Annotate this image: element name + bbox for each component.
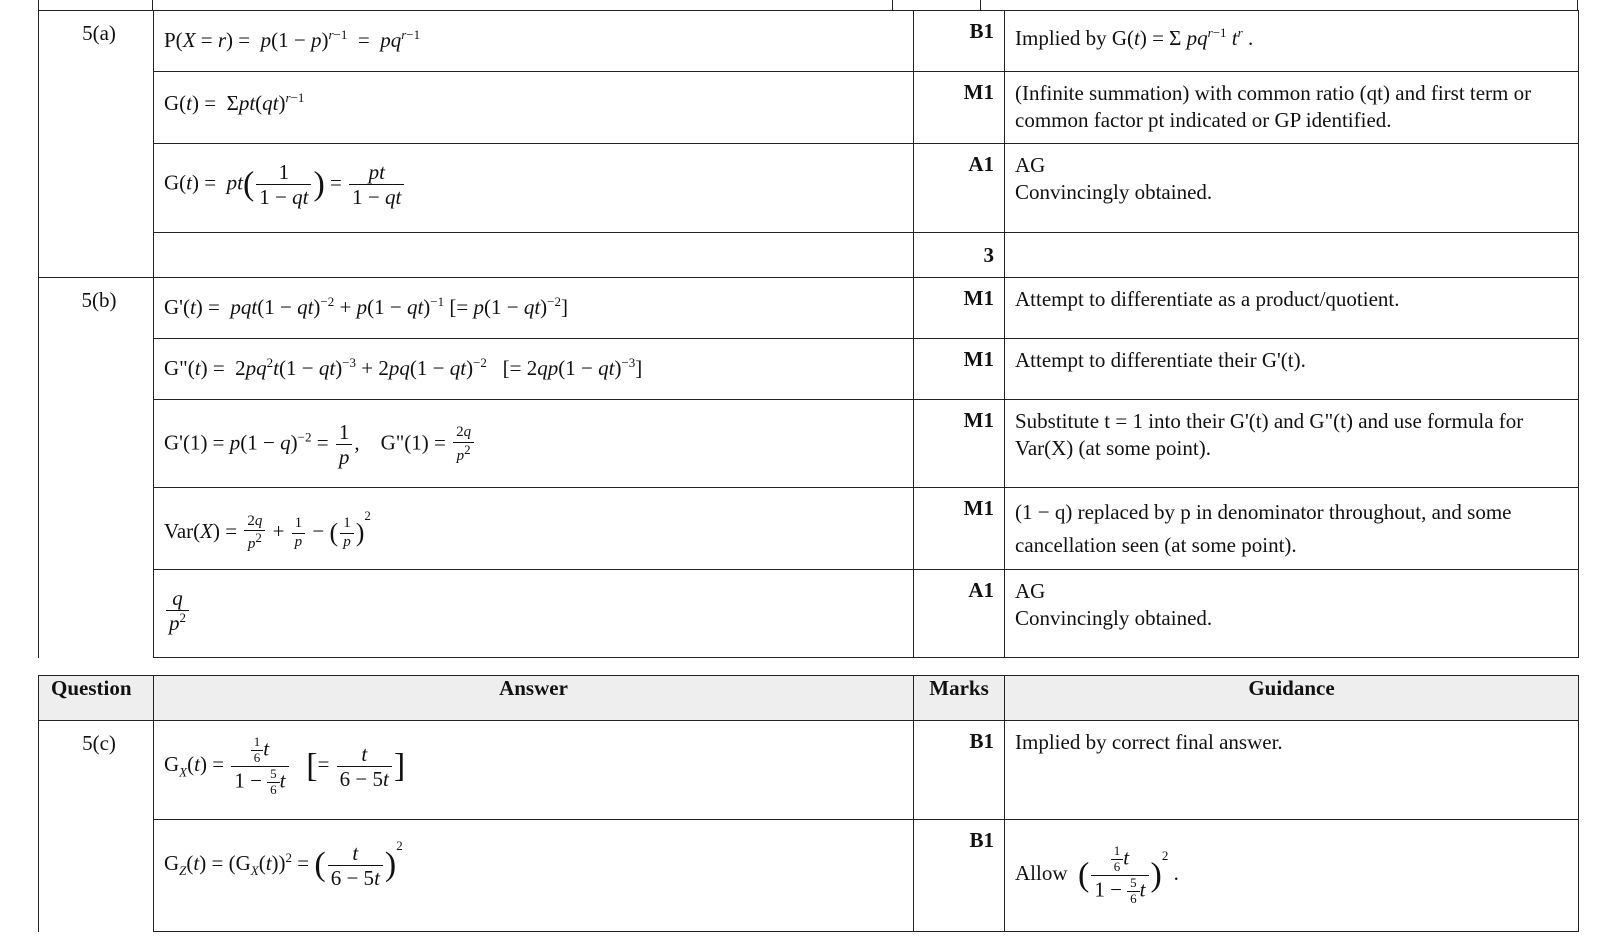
answer-cell: G'(t) = pqt(1 − qt)$^{-2}$ + p(1 − qt)$^{-1}$ [= p(1 − qt)$^{-2}$] — [154, 278, 914, 339]
mark-cell: B1 — [914, 820, 1005, 932]
answer-cell: $\frac{q}{p^2}$ — [154, 570, 914, 658]
mark-cell: M1 — [914, 278, 1005, 339]
guidance-cell: Implied by correct final answer. — [1005, 721, 1579, 820]
answer-cell: G"(t) = $2pq^2t(1 - qt)^{-3} + 2pq(1 - qt)^{-2}$ [= 2qp(1 − qt)$^{-3}$] — [154, 339, 914, 400]
guidance-cell — [1005, 233, 1579, 278]
guidance-cell: AG Convincingly obtained. — [1005, 570, 1579, 658]
guidance-cell: Substitute t = 1 into their G'(t) and G"(t) and use formula for Var(X) (at some point). — [1005, 400, 1579, 488]
answer-cell: $G'(1) = p(1 - q)^{-2}$ = $\frac{1}{p}$ , G"(1) = $\frac{2q}{p^2}$ — [154, 400, 914, 488]
question-cell: 5(a) — [39, 11, 154, 278]
table-row — [39, 278, 1579, 339]
guidance-cell: Attempt to differentiate their G'(t). — [1005, 339, 1579, 400]
answer-cell: $G_Z(t) = (G_X(t))^2$ = ( $\frac{t}{6 - 5t}$ )$^2$ — [154, 820, 914, 932]
table-row — [39, 233, 1579, 278]
guidance-cell: Allow ( $\frac{1}{6}$ t 1 − $\frac{5}{6}$ t )$^2$ . — [1005, 820, 1579, 932]
guidance-cell: Implied by G(t) = Σ $pq^{r-1}$ $t^r$ . — [1005, 11, 1579, 72]
guidance-cell: AG Convincingly obtained. — [1005, 144, 1579, 233]
table-row — [39, 820, 1579, 932]
question-cell: 5(b) — [39, 278, 154, 658]
table-row — [39, 721, 1579, 820]
mark-cell: M1 — [914, 72, 1005, 144]
total-mark-cell: 3 — [914, 233, 1005, 278]
guidance-cell: Attempt to differentiate as a product/quotient. — [1005, 278, 1579, 339]
mark-cell: M1 — [914, 488, 1005, 570]
header-marks: Marks — [914, 676, 1005, 721]
mark-cell: M1 — [914, 400, 1005, 488]
table-row — [39, 144, 1579, 233]
answer-cell: $G_X(t)$ = $\frac{1}{6}$ t 1 − $\frac{5}{6}$ t [= $\frac{t}{6 - 5t}$ ] — [154, 721, 914, 820]
header-guidance: Guidance — [1005, 676, 1579, 721]
mark-cell: M1 — [914, 339, 1005, 400]
answer-cell: $P(X = r) = p(1 - p)^{r-1} = pq^{r-1}$ — [154, 11, 914, 72]
table-row — [39, 400, 1579, 488]
mark-cell: B1 — [914, 11, 1005, 72]
answer-cell: Var(X) = $\frac{2q}{p^2}$ + $\frac{1}{p}$ − ( $\frac{1}{p}$ )$^2$ — [154, 488, 914, 570]
table-header-row — [39, 676, 1579, 721]
mark-cell: A1 — [914, 144, 1005, 233]
guidance-cell: (Infinite summation) with common ratio (qt) and first term or common factor pt indicated or GP identified. — [1005, 72, 1579, 144]
header-question: Question — [39, 676, 154, 721]
mark-cell: A1 — [914, 570, 1005, 658]
question-cell: 5(c) — [39, 721, 154, 932]
answer-cell: G(t) = pt( $\frac{1}{1 - qt}$ ) = $\frac{pt}{1 - qt}$ — [154, 144, 914, 233]
table-row — [39, 339, 1579, 400]
table-row — [39, 72, 1579, 144]
header-answer: Answer — [154, 676, 914, 721]
table-row — [39, 11, 1579, 72]
guidance-cell: (1 − q) replaced by p in denominator throughout, and some cancellation seen (at some point). — [1005, 488, 1579, 570]
mark-scheme-table-5ab — [38, 10, 1579, 658]
answer-cell: G(t) = Σpt(qt)$^{r-1}$ — [154, 72, 914, 144]
table-row — [39, 488, 1579, 570]
table-row — [39, 570, 1579, 658]
mark-cell: B1 — [914, 721, 1005, 820]
answer-cell — [154, 233, 914, 278]
mark-scheme-table-5c — [38, 675, 1579, 932]
table-top-strip — [38, 0, 1578, 10]
